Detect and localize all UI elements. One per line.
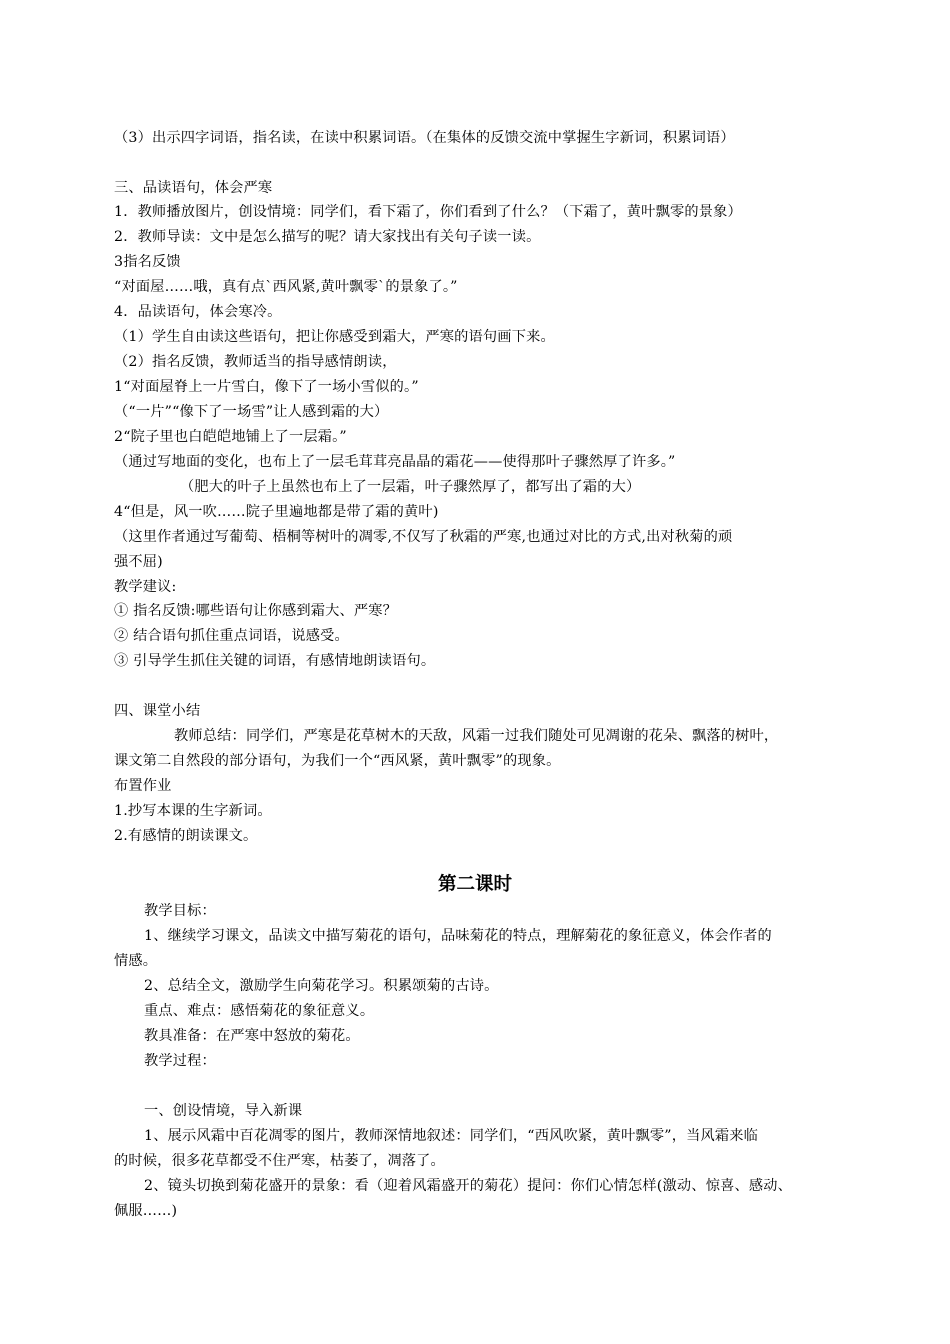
text-line: 1、继续学习课文，品读文中描写菊花的语句，品味菊花的特点，理解菊花的象征意义，体会作者的 xyxy=(144,928,772,944)
text-line: （肥大的叶子上虽然也布上了一层霜，叶子骤然厚了，都写出了霜的大） xyxy=(180,479,641,495)
text-line: （“一片”“像下了一场雪”让人感到霜的大） xyxy=(114,404,389,420)
text-line: 课文第二自然段的部分语句，为我们一个“西风紧，黄叶飘零”的现象。 xyxy=(114,753,561,769)
text-line: 2、总结全文，激励学生向菊花学习。积累颂菊的古诗。 xyxy=(144,978,499,994)
text-line: 教学建议: xyxy=(114,579,177,595)
text-line: 教师总结：同学们，严寒是花草树木的天敌，风霜一过我们随处可见凋谢的花朵、飘落的树叶， xyxy=(174,728,779,744)
text-line: 2“院子里也白皑皑地铺上了一层霜。” xyxy=(114,429,347,445)
text-line: ① 指名反馈:哪些语句让你感到霜大、严寒？ xyxy=(114,603,398,619)
text-line: 4“但是，风一吹……院子里遍地都是带了霜的黄叶) xyxy=(114,504,439,520)
text-line: （1）学生自由读这些语句，把让你感受到霜大，严寒的语句画下来。 xyxy=(114,329,555,345)
text-line: 佩服……) xyxy=(114,1203,178,1219)
text-line: 1．教师播放图片，创设情境：同学们，看下霜了，你们看到了什么？（下霜了，黄叶飘零的景象） xyxy=(114,204,742,220)
text-line: 情感。 xyxy=(114,953,158,969)
text-line: 教学过程： xyxy=(144,1053,216,1069)
text-line: 教学目标： xyxy=(144,903,216,919)
lesson-heading: 第二课时 xyxy=(437,874,512,895)
text-line: 1“对面屋脊上一片雪白，像下了一场小雪似的。” xyxy=(114,379,419,395)
text-line: 重点、难点：感悟菊花的象征意义。 xyxy=(144,1003,375,1019)
text-line: （这里作者通过写葡萄、梧桐等树叶的凋零,不仅写了秋霜的严寒,也通过对比的方式,出对秋菊的顽 xyxy=(114,529,733,545)
text-line: ② 结合语句抓住重点词语，说感受。 xyxy=(114,628,349,644)
text-line: 2．教师导读：文中是怎么描写的呢？请大家找出有关句子读一读。 xyxy=(114,229,541,245)
section-title: 一、创设情境，导入新课 xyxy=(144,1103,303,1119)
text-line: （3）出示四字词语，指名读，在读中积累词语。（在集体的反馈交流中掌握生字新词，积累词语） xyxy=(114,130,735,146)
text-line: “对面屋……哦，真有点`西风紧,黄叶飘零`的景象了。” xyxy=(114,279,458,295)
text-line: 强不屈) xyxy=(114,554,163,570)
text-line: 2.有感情的朗读课文。 xyxy=(114,828,258,844)
section-title: 四、课堂小结 xyxy=(114,703,201,719)
text-line: 布置作业 xyxy=(114,778,172,794)
text-line: 教具准备：在严寒中怒放的菊花。 xyxy=(144,1028,360,1044)
text-line: （2）指名反馈，教师适当的指导感情朗读， xyxy=(114,354,397,370)
text-line: ③ 引导学生抓住关键的词语，有感情地朗读语句。 xyxy=(114,653,436,669)
text-line: 1.抄写本课的生字新词。 xyxy=(114,803,272,819)
text-line: 的时候，很多花草都受不住严寒，枯萎了，凋落了。 xyxy=(114,1153,445,1169)
text-line: 4．品读语句，体会寒冷。 xyxy=(114,304,282,320)
text-line: 2、镜头切换到菊花盛开的景象：看（迎着风霜盛开的菊花）提问：你们心情怎样(激动、惊喜、感动、 xyxy=(144,1178,793,1194)
text-line: 3指名反馈 xyxy=(114,254,181,270)
section-title: 三、品读语句，体会严寒 xyxy=(114,180,273,196)
text-line: （通过写地面的变化，也布上了一层毛茸茸亮晶晶的霜花——使得那叶子骤然厚了许多。” xyxy=(114,454,676,470)
text-line: 1、展示风霜中百花凋零的图片，教师深情地叙述：同学们，“西风吹紧，黄叶飘零”，当风霜来临 xyxy=(144,1128,759,1144)
